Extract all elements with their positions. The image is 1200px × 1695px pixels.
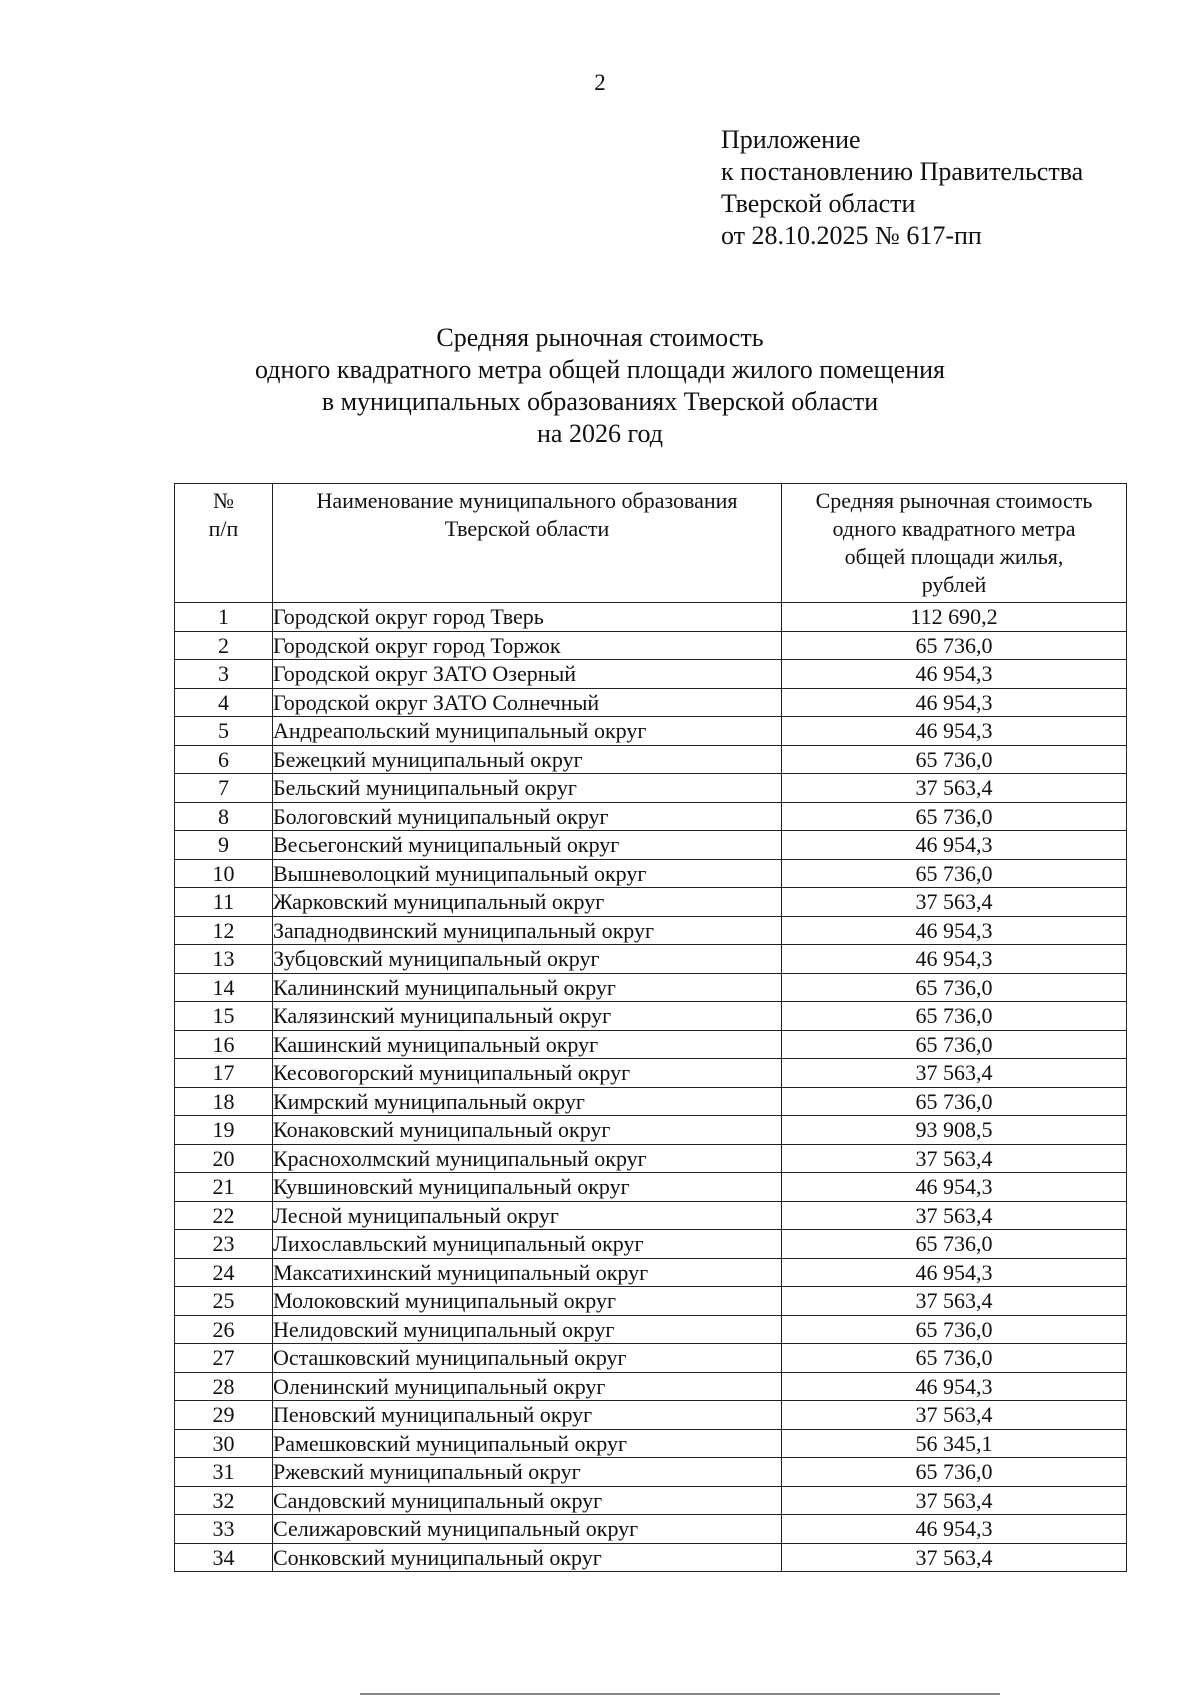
row-number: 27 [175,1344,273,1373]
row-number: 17 [175,1059,273,1088]
municipality-name: Осташковский муниципальный округ [273,1344,782,1373]
table-row [175,1429,1127,1458]
appendix-line-4: от 28.10.2025 № 617-пп [721,221,982,250]
average-price: 46 954,3 [782,1372,1127,1401]
average-price: 65 736,0 [782,1087,1127,1116]
table-row [175,1230,1127,1259]
row-number: 21 [175,1173,273,1202]
table-row [175,1515,1127,1544]
table-row [175,688,1127,717]
average-price: 46 954,3 [782,916,1127,945]
row-number: 1 [175,603,273,632]
table-row [175,888,1127,917]
municipality-name: Пеновский муниципальный округ [273,1401,782,1430]
table-row [175,973,1127,1002]
document-title [0,322,1200,450]
table-row [175,603,1127,632]
table-row [175,745,1127,774]
table-row [175,1030,1127,1059]
municipality-name: Западнодвинский муниципальный округ [273,916,782,945]
municipality-name: Бежецкий муниципальный округ [273,745,782,774]
average-price: 37 563,4 [782,1144,1127,1173]
average-price: 46 954,3 [782,831,1127,860]
row-number: 33 [175,1515,273,1544]
average-price: 56 345,1 [782,1429,1127,1458]
row-number: 7 [175,774,273,803]
average-price: 65 736,0 [782,859,1127,888]
table-body [175,603,1127,1572]
row-number: 20 [175,1144,273,1173]
average-price: 46 954,3 [782,1515,1127,1544]
title-line-3: в муниципальных образованиях Тверской области [321,387,879,416]
municipality-name: Кувшиновский муниципальный округ [273,1173,782,1202]
municipality-name: Городской округ ЗАТО Солнечный [273,688,782,717]
average-price: 65 736,0 [782,1315,1127,1344]
table-row [175,1344,1127,1373]
title-line-2: одного квадратного метра общей площади жилого помещения [254,355,946,384]
row-number: 22 [175,1201,273,1230]
municipality-name: Молоковский муниципальный округ [273,1287,782,1316]
header-average-price: Средняя рыночная стоимость одного квадратного метра общей площади жилья, рублей [782,484,1127,603]
page-number: 2 [594,70,606,95]
municipality-name: Вышневолоцкий муниципальный округ [273,859,782,888]
average-price: 46 954,3 [782,717,1127,746]
average-price: 46 954,3 [782,1258,1127,1287]
row-number: 15 [175,1002,273,1031]
average-price: 46 954,3 [782,1173,1127,1202]
municipality-name: Бологовский муниципальный округ [273,802,782,831]
row-number: 31 [175,1458,273,1487]
row-number: 25 [175,1287,273,1316]
average-price: 37 563,4 [782,888,1127,917]
average-price: 37 563,4 [782,1201,1127,1230]
row-number: 16 [175,1030,273,1059]
average-price: 65 736,0 [782,1230,1127,1259]
municipality-name: Калязинский муниципальный округ [273,1002,782,1031]
row-number: 30 [175,1429,273,1458]
average-price: 46 954,3 [782,688,1127,717]
row-number: 23 [175,1230,273,1259]
table-row [175,916,1127,945]
row-number: 34 [175,1543,273,1572]
row-number: 9 [175,831,273,860]
municipality-name: Краснохолмский муниципальный округ [273,1144,782,1173]
row-number: 29 [175,1401,273,1430]
average-price: 65 736,0 [782,1344,1127,1373]
table-row [175,859,1127,888]
table-row [175,1144,1127,1173]
row-number: 2 [175,631,273,660]
municipality-name: Городской округ ЗАТО Озерный [273,660,782,689]
municipality-name: Нелидовский муниципальный округ [273,1315,782,1344]
average-price: 65 736,0 [782,973,1127,1002]
row-number: 24 [175,1258,273,1287]
row-number: 28 [175,1372,273,1401]
table-header-row [175,484,1127,603]
municipality-name: Селижаровский муниципальный округ [273,1515,782,1544]
header-number: № п/п [175,484,273,603]
appendix-header [721,124,1083,252]
municipality-name: Бельский муниципальный округ [273,774,782,803]
row-number: 4 [175,688,273,717]
municipality-name: Лесной муниципальный округ [273,1201,782,1230]
header-municipality: Наименование муниципального образования Тверской области [273,484,782,603]
municipality-name: Городской округ город Торжок [273,631,782,660]
municipality-name: Кашинский муниципальный округ [273,1030,782,1059]
average-price: 65 736,0 [782,631,1127,660]
municipality-name: Зубцовский муниципальный округ [273,945,782,974]
average-price: 46 954,3 [782,945,1127,974]
table-row [175,945,1127,974]
table-row [175,1372,1127,1401]
municipality-name: Сандовский муниципальный округ [273,1486,782,1515]
row-number: 12 [175,916,273,945]
row-number: 32 [175,1486,273,1515]
price-table [174,483,1127,1572]
table-row [175,1002,1127,1031]
municipality-name: Сонковский муниципальный округ [273,1543,782,1572]
table-row [175,631,1127,660]
municipality-name: Жарковский муниципальный округ [273,888,782,917]
table-row [175,1315,1127,1344]
municipality-name: Андреапольский муниципальный округ [273,717,782,746]
table-row [175,802,1127,831]
row-number: 18 [175,1087,273,1116]
table-row [175,1486,1127,1515]
row-number: 19 [175,1116,273,1145]
average-price: 65 736,0 [782,1002,1127,1031]
average-price: 46 954,3 [782,660,1127,689]
municipality-name: Конаковский муниципальный округ [273,1116,782,1145]
appendix-line-3: Тверской области [721,189,916,218]
appendix-line-1: Приложение [721,125,861,154]
municipality-name: Весьегонский муниципальный округ [273,831,782,860]
municipality-name: Кесовогорский муниципальный округ [273,1059,782,1088]
appendix-line-2: к постановлению Правительства [721,157,1084,186]
average-price: 65 736,0 [782,1030,1127,1059]
average-price: 112 690,2 [782,603,1127,632]
average-price: 65 736,0 [782,745,1127,774]
row-number: 13 [175,945,273,974]
average-price: 37 563,4 [782,774,1127,803]
row-number: 10 [175,859,273,888]
municipality-name: Калининский муниципальный округ [273,973,782,1002]
municipality-name: Максатихинский муниципальный округ [273,1258,782,1287]
table-row [175,1059,1127,1088]
title-line-1: Средняя рыночная стоимость [436,323,764,352]
table-row [175,1087,1127,1116]
average-price: 37 563,4 [782,1401,1127,1430]
table-row [175,1173,1127,1202]
row-number: 8 [175,802,273,831]
average-price: 37 563,4 [782,1287,1127,1316]
row-number: 14 [175,973,273,1002]
table-row [175,717,1127,746]
municipality-name: Лихославльский муниципальный округ [273,1230,782,1259]
table-row [175,1116,1127,1145]
row-number: 3 [175,660,273,689]
average-price: 37 563,4 [782,1543,1127,1572]
municipality-name: Городской округ город Тверь [273,603,782,632]
row-number: 11 [175,888,273,917]
table-row [175,1401,1127,1430]
average-price: 93 908,5 [782,1116,1127,1145]
title-line-4: на 2026 год [537,419,663,448]
row-number: 5 [175,717,273,746]
municipality-name: Оленинский муниципальный округ [273,1372,782,1401]
average-price: 37 563,4 [782,1486,1127,1515]
average-price: 65 736,0 [782,1458,1127,1487]
table-row [175,1543,1127,1572]
row-number: 6 [175,745,273,774]
municipality-name: Ржевский муниципальный округ [273,1458,782,1487]
table-row [175,774,1127,803]
municipality-name: Рамешковский муниципальный округ [273,1429,782,1458]
table-row [175,831,1127,860]
municipality-name: Кимрский муниципальный округ [273,1087,782,1116]
average-price: 37 563,4 [782,1059,1127,1088]
row-number: 26 [175,1315,273,1344]
table-row [175,1258,1127,1287]
table-row [175,1287,1127,1316]
table-row [175,1458,1127,1487]
table-row [175,1201,1127,1230]
average-price: 65 736,0 [782,802,1127,831]
table-row [175,660,1127,689]
